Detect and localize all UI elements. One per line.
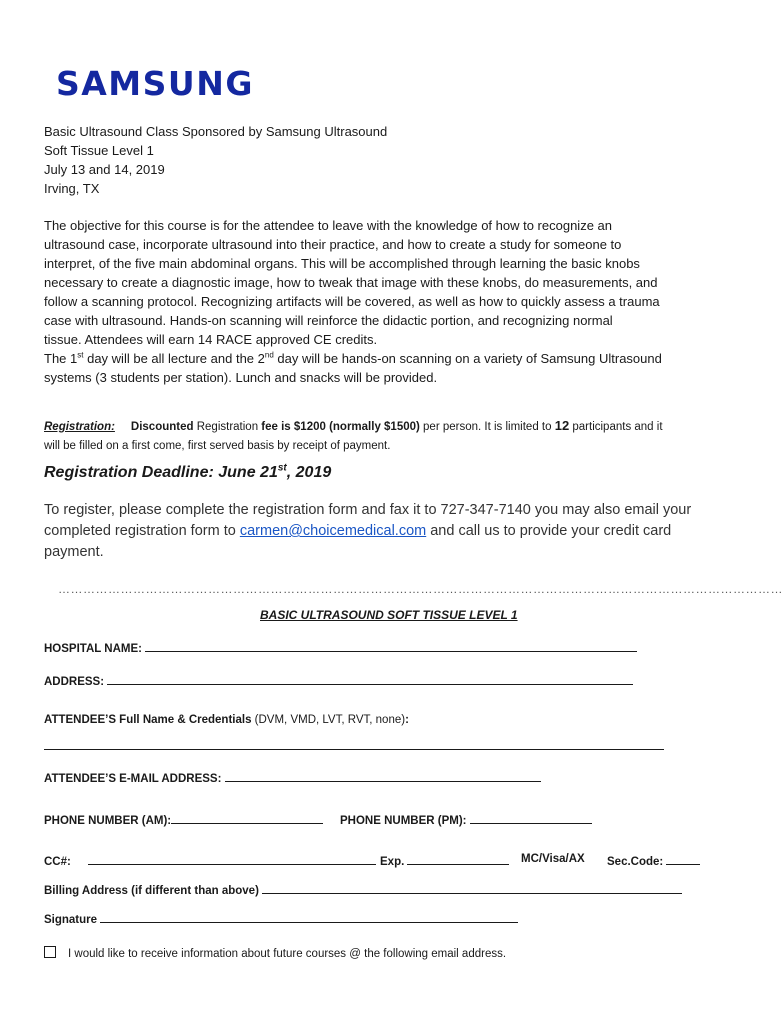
phone-am-label: PHONE NUMBER (AM): [44, 815, 172, 827]
register-text: and call us to provide your credit card [426, 523, 672, 539]
deadline-year: , 2019 [286, 464, 332, 481]
schedule-text: The 1 [44, 351, 78, 366]
sec-code-field [607, 853, 700, 868]
hospital-name-label: HOSPITAL NAME: [44, 643, 146, 655]
phone-pm-input[interactable] [470, 812, 592, 824]
newsletter-option [44, 946, 506, 960]
course-dates: July 13 and 14, 2019 [44, 162, 165, 177]
fee-text: fee is $1200 (normally $1500) [261, 421, 420, 433]
sec-code-input[interactable] [666, 853, 700, 865]
objective-line: case with ultrasound. Hands-on scanning will reinforce the didactic portion, and recognizing normal [44, 313, 613, 328]
newsletter-checkbox[interactable] [44, 946, 56, 958]
deadline-text: Registration Deadline: June 21 [44, 464, 278, 481]
course-title: Basic Ultrasound Class Sponsored by Samsung Ultrasound [44, 124, 388, 139]
ordinal-suffix: st [277, 462, 287, 474]
email-link[interactable]: carmen@choicemedical.com [239, 523, 427, 539]
phone-am-field [44, 812, 323, 827]
exp-input[interactable] [407, 853, 509, 865]
course-location: Irving, TX [44, 181, 100, 196]
exp-field [380, 853, 509, 868]
colon: : [405, 714, 409, 726]
ordinal-suffix: st [77, 350, 84, 360]
objective-line: ultrasound case, incorporate ultrasound into their practice, and how to create a study for someone to [44, 237, 622, 252]
registration-line [44, 416, 734, 437]
registration-deadline [44, 464, 331, 482]
address-input[interactable] [107, 673, 633, 685]
phone-pm-label: PHONE NUMBER (PM): [340, 815, 470, 827]
hospital-name-field [44, 640, 637, 655]
objective-paragraph [44, 216, 724, 387]
phone-pm-field [340, 812, 592, 827]
sec-code-label: Sec.Code: [607, 856, 667, 868]
cc-input[interactable] [88, 853, 376, 865]
exp-label: Exp. [380, 856, 408, 868]
registration-paragraph [44, 416, 734, 456]
samsung-logo: SAMSUNG [56, 64, 254, 103]
register-text: completed registration form to [44, 523, 240, 539]
signature-input[interactable] [100, 911, 518, 923]
register-instructions [44, 500, 734, 563]
hospital-name-input[interactable] [145, 640, 637, 652]
registration-text: Registration [193, 421, 262, 433]
form-title: BASIC ULTRASOUND SOFT TISSUE LEVEL 1 [260, 608, 518, 622]
schedule-line [44, 349, 724, 368]
course-header [44, 122, 387, 198]
register-line: To register, please complete the registration form and fax it to 727-347-7140 you may also email your [44, 502, 692, 518]
registration-text: per person. It is limited to [419, 421, 555, 433]
card-type-label: MC/Visa/AX [521, 853, 585, 865]
attendee-name-field [44, 714, 409, 726]
ordinal-suffix: nd [264, 350, 274, 360]
participant-count: 12 [554, 418, 570, 433]
dotted-divider: ………………………………………………………………………………………………………………………………………………………… [58, 582, 783, 596]
attendee-name-label: ATTENDEE’S Full Name & Credentials [44, 714, 255, 726]
phone-am-input[interactable] [171, 812, 323, 824]
cc-field [44, 853, 376, 868]
credentials-hint: (DVM, VMD, LVT, RVT, none) [254, 714, 406, 726]
course-level: Soft Tissue Level 1 [44, 143, 154, 158]
signature-label: Signature [44, 914, 101, 926]
objective-line: systems (3 students per station). Lunch and snacks will be provided. [44, 370, 438, 385]
schedule-text: day will be hands-on scanning on a variety of Samsung Ultrasound [273, 351, 662, 366]
objective-line: necessary to create a diagnostic image, how to tweak that image with these knobs, do measurements, and [44, 275, 658, 290]
attendee-email-label: ATTENDEE’S E-MAIL ADDRESS: [44, 773, 225, 785]
address-field [44, 673, 633, 688]
schedule-text: day will be all lecture and the 2 [83, 351, 265, 366]
address-label: ADDRESS: [44, 676, 108, 688]
billing-address-field [44, 882, 682, 897]
objective-line: tissue. Attendees will earn 14 RACE approved CE credits. [44, 332, 378, 347]
attendee-email-input[interactable] [225, 770, 541, 782]
billing-address-label: Billing Address (if different than above) [44, 885, 263, 897]
registration-text: participants and it [569, 421, 663, 433]
cc-label: CC#: [44, 856, 75, 868]
billing-address-input[interactable] [262, 882, 682, 894]
registration-label: Registration: [44, 421, 115, 433]
register-line [44, 521, 734, 542]
signature-field [44, 911, 518, 926]
newsletter-label: I would like to receive information about future courses @ the following email address. [68, 948, 507, 960]
objective-line: follow a scanning protocol. Recognizing artifacts will be covered, as well as how to quickly assess a trauma [44, 294, 660, 309]
objective-line: The objective for this course is for the attendee to leave with the knowledge of how to recognize an [44, 218, 613, 233]
objective-line: interpret, of the five main abdominal organs. This will be accomplished through learning the basic knobs [44, 256, 640, 271]
attendee-name-line [44, 738, 664, 753]
attendee-name-input[interactable] [44, 738, 664, 750]
discounted-label: Discounted [130, 421, 194, 433]
registration-line: will be filled on a first come, first served basis by receipt of payment. [44, 440, 391, 452]
attendee-email-field [44, 770, 541, 785]
register-line: payment. [44, 544, 104, 560]
